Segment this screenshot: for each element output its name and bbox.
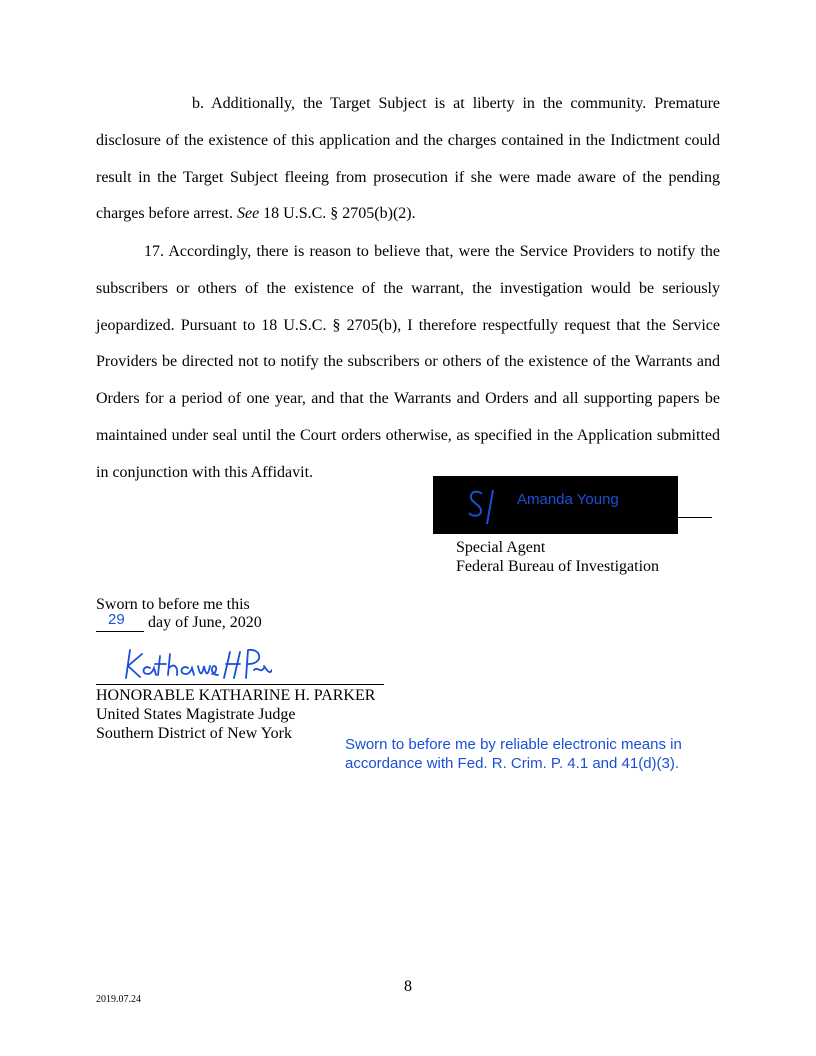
see-signal: See bbox=[236, 205, 260, 223]
statute-citation: 18 U.S.C. § 2705(b)(2). bbox=[259, 205, 416, 223]
affiant-signature-name: Amanda Young bbox=[517, 491, 619, 508]
jurat-line-1: Sworn to before me this bbox=[96, 596, 250, 613]
jurat-date-text: day of June, 2020 bbox=[144, 614, 262, 631]
judge-district: Southern District of New York bbox=[96, 725, 292, 742]
jurat-day-blank bbox=[96, 611, 144, 632]
jurat-day: 29 bbox=[108, 611, 125, 628]
judge-title: United States Magistrate Judge bbox=[96, 706, 296, 723]
affiant-signature-line bbox=[678, 517, 712, 518]
paragraph-b bbox=[96, 86, 720, 233]
jurat-line-2 bbox=[96, 613, 262, 632]
affiant-title: Special Agent bbox=[456, 539, 546, 556]
electronic-means-note: Sworn to before me by reliable electronic means in accordance with Fed. R. Crim. P. 4.1 and 41(d)(3). bbox=[345, 736, 682, 772]
judge-signature bbox=[122, 644, 272, 682]
page-number: 8 bbox=[404, 978, 412, 995]
judge-signature-line bbox=[96, 684, 384, 685]
paragraph-b-text: b. Additionally, the Target Subject is at liberty in the community. Premature disclosure of the existence of this application and the charges contained in the Indictment could result in the Target Subject fleeing from prosecution if she were made aware of the pending charges before arrest. bbox=[96, 95, 720, 223]
affiant-agency: Federal Bureau of Investigation bbox=[456, 558, 660, 575]
judge-name: HONORABLE KATHARINE H. PARKER bbox=[96, 687, 376, 704]
footer-date: 2019.07.24 bbox=[96, 994, 141, 1005]
affiant-signature-mark bbox=[462, 484, 502, 528]
paragraph-17: 17. Accordingly, there is reason to believe that, were the Service Providers to notify the subscribers or others of the existence of the warrant, the investigation would be seriously jeopardized. Pursuant to 18 U.S.C. § 2705(b), I therefore respectfully request that the Service Providers be directed not to notify the subscribers or others of the existence of the Warrants and Orders for a period of one year, and that the Warrants and Orders and all supporting papers be maintained under seal until the Court orders otherwise, as specified in the Application submitted in conjunction with this Affidavit. bbox=[96, 243, 720, 481]
